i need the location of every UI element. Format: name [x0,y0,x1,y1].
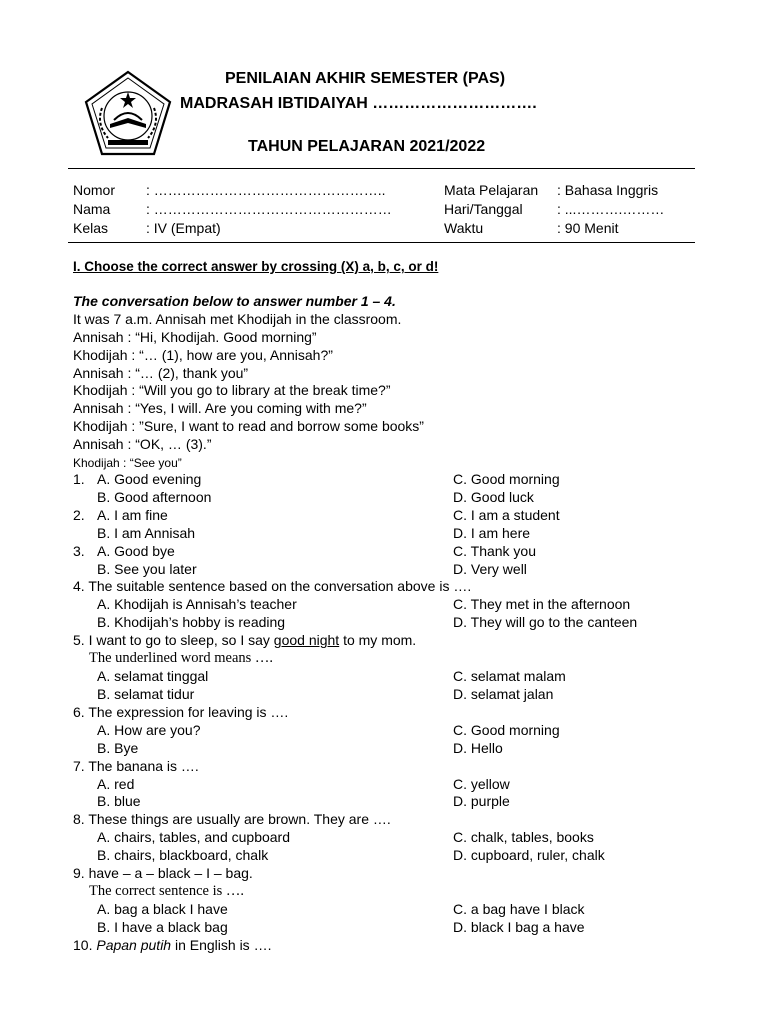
waktu-value: : 90 Menit [557,220,619,236]
option-b: B. selamat tidur [97,686,195,702]
conversation-line: Annisah : “Yes, I will. Are you coming with me?” [73,400,367,416]
option-a: A. Khodijah is Annisah’s teacher [97,596,297,612]
option-d: D. Hello [453,740,503,756]
option-c: C. a bag have I black [453,901,585,917]
question-stem: 6. The expression for leaving is …. [73,704,289,720]
option-c: C. yellow [453,776,510,792]
kelas-label: Kelas [73,220,109,236]
stem-text: 10. [73,937,97,953]
option-d: D. Very well [453,561,527,577]
conversation-line: Annisah : “… (2), thank you” [73,365,249,381]
conversation-line: Annisah : “Hi, Khodijah. Good morning” [73,329,317,345]
option-b: B. Khodijah’s hobby is reading [97,614,286,630]
option-c: C. Good morning [453,722,560,738]
option-b: B. See you later [97,561,197,577]
option-d: D. They will go to the canteen [453,614,638,630]
question-stem: 7. The banana is …. [73,758,199,774]
option-d: D. cupboard, ruler, chalk [453,847,605,863]
conversation-line: Khodijah : “See you” [73,456,182,470]
option-d: D. black I bag a have [453,919,585,935]
option-d: D. I am here [453,525,531,541]
option-a: A. How are you? [97,722,201,738]
nomor-label: Nomor [73,182,116,198]
option-b: B. chairs, blackboard, chalk [97,847,269,863]
mapel-label: Mata Pelajaran [444,182,539,198]
top-rule [68,168,695,169]
conversation-line: Khodijah : “Will you go to library at the break time?” [73,382,391,398]
question-stem [73,937,271,953]
option-d: D. selamat jalan [453,686,554,702]
conversation-line: It was 7 a.m. Annisah met Khodijah in the classroom. [73,311,402,327]
question-subline: The underlined word means …. [89,650,274,666]
question-stem [73,632,416,648]
conversation-intro: The conversation below to answer number 1 – 4. [73,293,396,309]
option-a: A. selamat tinggal [97,668,209,684]
bottom-rule [68,242,695,243]
stem-text: in English is …. [171,937,272,953]
question-subline: The correct sentence is …. [89,883,244,899]
option-c: C. Good morning [453,471,560,487]
option-c: C. Thank you [453,543,537,559]
school-name: MADRASAH IBTIDAIYAH …………………………. [180,95,537,112]
option-d: D. purple [453,793,510,809]
waktu-label: Waktu [444,220,484,236]
conversation-line: Annisah : “OK, … (3).” [73,436,212,452]
option-a: A. Good evening [97,471,202,487]
question-stem: 4. The suitable sentence based on the conversation above is …. [73,578,472,594]
option-a: A. chairs, tables, and cupboard [97,829,291,845]
option-a: A. bag a black I have [97,901,228,917]
option-a: A. Good bye [97,543,175,559]
madrasah-logo [82,68,174,160]
underlined-word: good night [273,632,340,648]
exam-title: PENILAIAN AKHIR SEMESTER (PAS) [225,70,506,87]
mapel-value: : Bahasa Inggris [557,182,659,198]
option-b: B. blue [97,793,141,809]
option-c: C. I am a student [453,507,560,523]
option-b: B. I have a black bag [97,919,228,935]
question-number: 3. [73,543,85,559]
conversation-line: Khodijah : ”Sure, I want to read and borrow some books” [73,418,424,434]
option-c: C. chalk, tables, books [453,829,594,845]
option-b: B. Good afternoon [97,489,212,505]
option-c: C. selamat malam [453,668,566,684]
option-b: B. Bye [97,740,139,756]
conversation-line: Khodijah : “… (1), how are you, Annisah?” [73,347,333,363]
italic-term: Papan putih [96,937,172,953]
hari-label: Hari/Tanggal [444,201,523,217]
option-c: C. They met in the afternoon [453,596,631,612]
option-d: D. Good luck [453,489,534,505]
option-b: B. I am Annisah [97,525,196,541]
stem-text: to my mom. [339,632,417,648]
hari-value: : ...……….……… [557,201,665,217]
question-stem: 9. have – a – black – I – bag. [73,865,253,881]
option-a: A. I am fine [97,507,168,523]
question-number: 1. [73,471,85,487]
question-stem: 8. These things are usually are brown. They are …. [73,811,391,827]
nama-value: : …………………………………………… [146,201,392,217]
kelas-value: : IV (Empat) [146,220,221,236]
stem-text: 5. I want to go to sleep, so I say [73,632,274,648]
nama-label: Nama [73,201,111,217]
option-a: A. red [97,776,135,792]
section-title: I. Choose the correct answer by crossing (X) a, b, c, or d! [73,259,439,274]
academic-year: TAHUN PELAJARAN 2021/2022 [248,138,486,155]
nomor-value: : ………………………………………….. [146,182,386,198]
question-number: 2. [73,507,85,523]
